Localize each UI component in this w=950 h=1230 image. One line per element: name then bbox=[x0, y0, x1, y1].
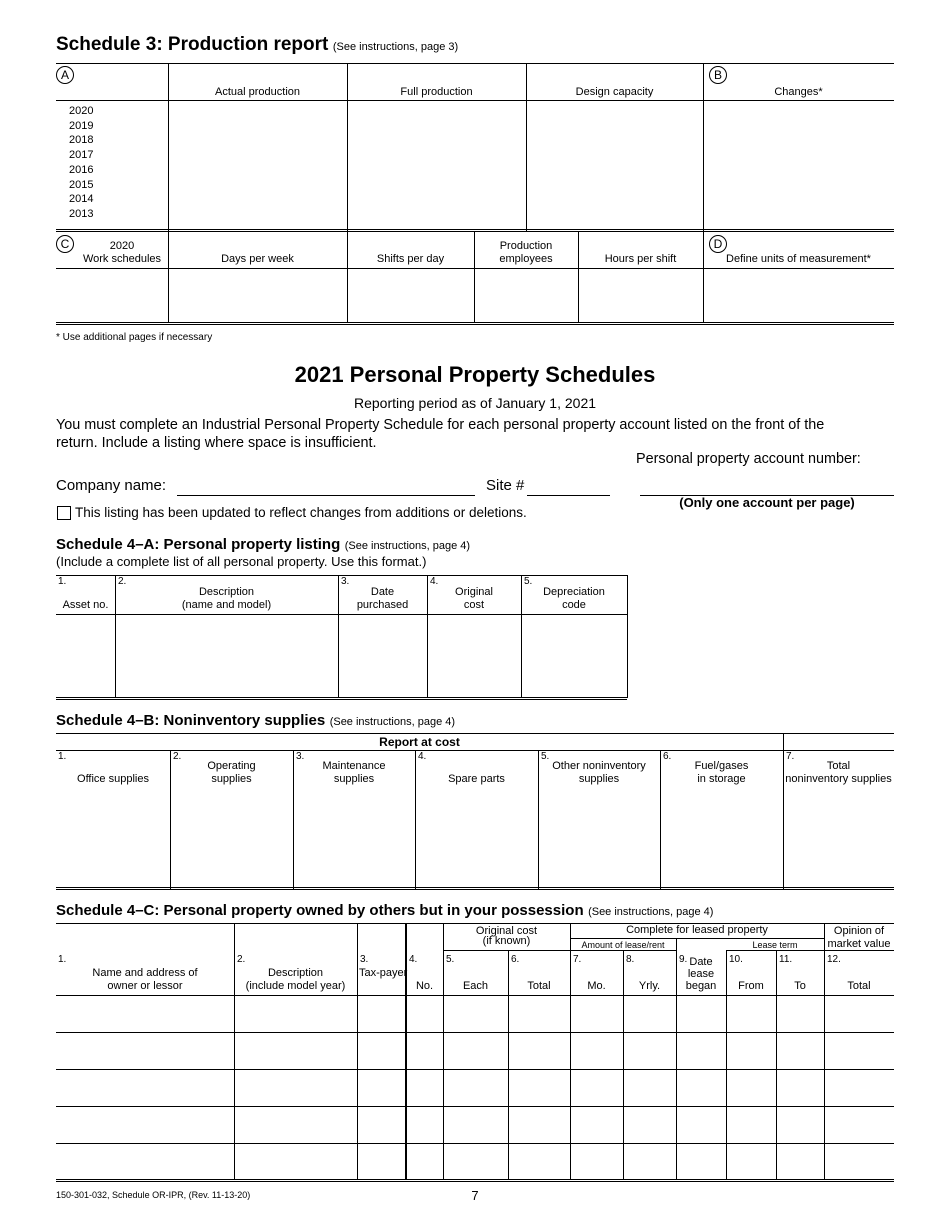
col-depreciation: Depreciation bbox=[543, 586, 605, 598]
col-num: 1. bbox=[58, 954, 67, 965]
col-from: From bbox=[738, 980, 764, 992]
col-actual-production: Actual production bbox=[215, 86, 300, 98]
one-account-note: (Only one account per page) bbox=[679, 495, 855, 510]
col-num: 7. bbox=[786, 751, 795, 762]
col-each: Each bbox=[462, 980, 489, 992]
rule bbox=[56, 100, 894, 101]
col-num: 5. bbox=[524, 576, 533, 587]
rule bbox=[56, 63, 894, 64]
year: 2014 bbox=[69, 193, 94, 206]
rule bbox=[56, 614, 627, 615]
rule bbox=[56, 697, 627, 700]
col-fuel-gases-sub: in storage bbox=[697, 773, 746, 785]
instructions-line-1: You must complete an Industrial Personal Property Schedule for each personal property account listed on the front of the bbox=[56, 417, 825, 433]
table-row bbox=[56, 1106, 894, 1107]
col-description-sub: (name and model) bbox=[181, 599, 272, 611]
col-num: 11. bbox=[779, 954, 793, 965]
col-date-lease-2: lease bbox=[687, 968, 715, 980]
rule bbox=[406, 923, 407, 1180]
schedule-4c-title: Schedule 4–C: Personal property owned by others but in your possession (See instructions, page 4) bbox=[56, 902, 714, 919]
rule bbox=[347, 63, 348, 231]
year: 2017 bbox=[69, 149, 94, 162]
col-owner-name-sub: owner or lessor bbox=[107, 980, 183, 992]
year: 2016 bbox=[69, 163, 94, 176]
year: 2013 bbox=[69, 207, 94, 220]
col-total: Total bbox=[826, 760, 851, 772]
col-num: 1. bbox=[58, 576, 67, 587]
col-full-production: Full production bbox=[400, 86, 473, 98]
col-hours-per-shift: Hours per shift bbox=[604, 253, 677, 265]
rule bbox=[783, 733, 784, 750]
col-code: code bbox=[562, 599, 586, 611]
col-employees: employees bbox=[499, 253, 553, 265]
original-cost-group: Original cost bbox=[475, 925, 538, 937]
col-other-noninventory: Other noninventory bbox=[552, 760, 646, 772]
col-num: 7. bbox=[573, 954, 582, 965]
col-asset-no: Asset no. bbox=[62, 599, 109, 611]
rule bbox=[726, 950, 824, 951]
table-row bbox=[56, 1069, 894, 1070]
col-taxpayer: Tax-payer bbox=[359, 967, 408, 979]
col-original: Original bbox=[455, 586, 493, 598]
footnote: * Use additional pages if necessary bbox=[56, 332, 213, 343]
checkbox-label: This listing has been updated to reflect changes from additions or deletions. bbox=[75, 505, 527, 520]
year: 2015 bbox=[69, 178, 94, 191]
schedule-4b-title: Schedule 4–B: Noninventory supplies (See instructions, page 4) bbox=[56, 712, 456, 729]
instructions-line-2: return. Include a listing where space is insufficient. bbox=[56, 435, 377, 451]
col-date-lease-3: began bbox=[685, 980, 717, 992]
rule bbox=[824, 923, 825, 1180]
company-name-label: Company name: bbox=[56, 477, 167, 494]
rule bbox=[570, 950, 676, 951]
leased-property-group: Complete for leased property bbox=[626, 924, 768, 936]
col-total-cost: Total bbox=[527, 980, 551, 992]
rule bbox=[474, 232, 475, 323]
col-num: 2. bbox=[173, 751, 182, 762]
rule bbox=[570, 938, 824, 939]
ws-year: 2020 bbox=[109, 240, 135, 252]
page-number: 7 bbox=[471, 1188, 479, 1203]
col-num: 3. bbox=[360, 954, 369, 965]
col-to: To bbox=[794, 980, 806, 992]
col-yearly: Yrly. bbox=[638, 980, 661, 992]
col-num: 3. bbox=[341, 576, 350, 587]
col-num: 4. bbox=[418, 751, 427, 762]
years-list bbox=[69, 104, 93, 222]
col-fuel-gases: Fuel/gases bbox=[694, 760, 749, 772]
marker-b: B bbox=[709, 66, 727, 84]
rule bbox=[56, 268, 894, 269]
col-changes: Changes* bbox=[774, 86, 823, 98]
rule bbox=[627, 575, 628, 698]
form-number: 150-301-032, Schedule OR-IPR, (Rev. 11-13-20) bbox=[56, 1190, 251, 1200]
updated-checkbox[interactable] bbox=[57, 506, 71, 520]
rule bbox=[415, 750, 416, 889]
marker-c: C bbox=[56, 235, 74, 253]
rule bbox=[703, 232, 704, 323]
col-days-per-week: Days per week bbox=[221, 253, 294, 265]
col-maintenance: Maintenance bbox=[322, 760, 386, 772]
schedule-4a-title: Schedule 4–A: Personal property listing (See instructions, page 4) bbox=[56, 536, 471, 553]
reporting-period: Reporting period as of January 1, 2021 bbox=[353, 395, 597, 411]
col-spare-parts: Spare parts bbox=[448, 773, 505, 785]
year: 2018 bbox=[69, 134, 94, 147]
opinion-of: Opinion of bbox=[833, 925, 885, 937]
rule bbox=[578, 232, 579, 323]
rule bbox=[703, 63, 704, 231]
year: 2020 bbox=[69, 105, 94, 117]
col-cost: cost bbox=[463, 599, 485, 611]
rule bbox=[56, 887, 894, 890]
amount-lease-rent: Amount of lease/rent bbox=[581, 940, 665, 950]
col-production: Production bbox=[499, 240, 553, 252]
col-num: 6. bbox=[511, 954, 520, 965]
col-num: 8. bbox=[626, 954, 635, 965]
rule bbox=[56, 1179, 894, 1182]
rule bbox=[824, 950, 894, 951]
rule bbox=[56, 229, 894, 232]
col-num: 4. bbox=[430, 576, 439, 587]
rule bbox=[570, 923, 571, 1180]
rule bbox=[526, 63, 527, 231]
col-purchased: purchased bbox=[356, 599, 409, 611]
col-num: 12. bbox=[827, 954, 841, 965]
col-define-units: Define units of measurement* bbox=[726, 253, 871, 265]
col-num: 9. bbox=[679, 954, 688, 965]
col-date-lease: Date bbox=[689, 956, 713, 968]
lease-term: Lease term bbox=[752, 940, 798, 950]
rule bbox=[56, 322, 894, 325]
account-number-label: Personal property account number: bbox=[636, 451, 861, 467]
col-num: 10. bbox=[729, 954, 743, 965]
col-design-capacity: Design capacity bbox=[575, 86, 654, 98]
col-total-market: Total bbox=[847, 980, 871, 992]
marker-a: A bbox=[56, 66, 74, 84]
col-num: 4. bbox=[409, 954, 418, 965]
col-description: Description bbox=[267, 967, 324, 979]
table-row bbox=[56, 1032, 894, 1033]
col-owner-name: Name and address of bbox=[92, 967, 198, 979]
col-no: No. bbox=[415, 980, 434, 992]
rule bbox=[443, 923, 444, 1180]
rule bbox=[168, 232, 169, 323]
col-num: 5. bbox=[541, 751, 550, 762]
market-value: market value bbox=[827, 938, 891, 950]
rule bbox=[56, 750, 894, 751]
ws-label: Work schedules bbox=[82, 253, 162, 265]
col-num: 3. bbox=[296, 751, 305, 762]
col-num: 5. bbox=[446, 954, 455, 965]
col-num: 2. bbox=[237, 954, 246, 965]
year: 2019 bbox=[69, 119, 94, 132]
col-num: 1. bbox=[58, 751, 67, 762]
if-known: (if known) bbox=[482, 935, 531, 947]
col-description: Description bbox=[198, 586, 255, 598]
table-row bbox=[56, 995, 894, 996]
report-at-cost: Report at cost bbox=[379, 735, 460, 749]
col-num: 6. bbox=[663, 751, 672, 762]
col-maintenance-sub: supplies bbox=[333, 773, 375, 785]
col-monthly: Mo. bbox=[587, 980, 606, 992]
rule bbox=[357, 923, 358, 1180]
marker-d: D bbox=[709, 235, 727, 253]
table-row bbox=[56, 1143, 894, 1144]
col-total-sub: noninventory supplies bbox=[785, 773, 892, 785]
col-date: Date bbox=[370, 586, 395, 598]
col-operating: Operating bbox=[207, 760, 256, 772]
rule bbox=[443, 950, 570, 951]
site-label: Site # bbox=[486, 477, 525, 494]
col-office-supplies: Office supplies bbox=[77, 773, 149, 785]
rule bbox=[347, 232, 348, 323]
rule bbox=[56, 733, 894, 734]
company-name-field[interactable] bbox=[177, 495, 475, 496]
rule bbox=[234, 923, 235, 1180]
page-title: 2021 Personal Property Schedules bbox=[294, 362, 656, 387]
col-other-noninventory-sub: supplies bbox=[578, 773, 620, 785]
schedule-4a-subnote: (Include a complete list of all personal property. Use this format.) bbox=[56, 554, 427, 569]
rule bbox=[168, 63, 169, 231]
col-operating-sub: supplies bbox=[211, 773, 252, 785]
site-field[interactable] bbox=[527, 495, 610, 496]
col-description-sub: (include model year) bbox=[245, 980, 346, 992]
schedule-3-title: Schedule 3: Production report (See instructions, page 3) bbox=[56, 34, 459, 55]
col-num: 2. bbox=[118, 576, 127, 587]
col-shifts-per-day: Shifts per day bbox=[376, 253, 445, 265]
